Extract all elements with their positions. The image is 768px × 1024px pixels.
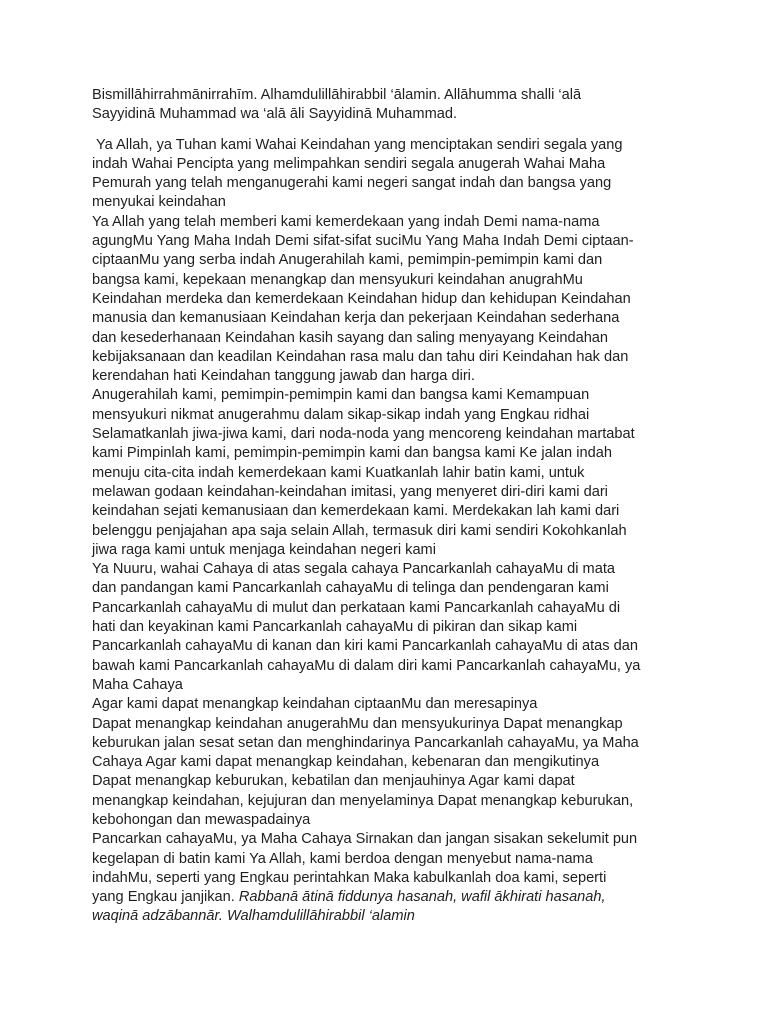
text-line: Sayyidinā Muhammad wa ‘alā āli Sayyidinā Muhammad. [92,106,458,123]
text-line: bawah kami Pancarkanlah cahayaMu di dalam diri kami Pancarkanlah cahayaMu, ya [92,657,641,674]
text-line: Pancarkanlah cahayaMu di mulut dan perkataan kami Pancarkanlah cahayaMu di [92,599,621,616]
closing-plain-text: yang Engkau janjikan. [92,889,235,906]
text-line: bangsa kami, kepekaan menangkap dan mensyukuri keindahan anugrahMu [92,271,583,288]
prayer-text [92,136,682,927]
text-line: menangkap keindahan, kejujuran dan menyelaminya Dapat menangkap keburukan, [92,792,634,809]
text-line: Maha Cahaya [92,676,183,693]
text-line: Cahaya Agar kami dapat menangkap keindahan, kebenaran dan mengikutinya [92,754,600,771]
text-line: Ya Nuuru, wahai Cahaya di atas segala cahaya Pancarkanlah cahayaMu di mata [92,561,615,578]
text-line: menuju cita-cita indah kemerdekaan kami Kuatkanlah lahir batin kami, untuk [92,464,585,481]
text-line: kami Pimpinlah kami, pemimpin-pemimpin kami dan bangsa kami Ke jalan indah [92,445,612,462]
text-line: kerendahan hati Keindahan tanggung jawab dan harga diri. [92,368,475,385]
text-line: indah Wahai Pencipta yang melimpahkan sendiri segala anugerah Wahai Maha [92,155,606,172]
text-line: kegelapan di batin kami Ya Allah, kami berdoa dengan menyebut nama-nama [92,850,593,867]
text-line: dan pandangan kami Pancarkanlah cahayaMu di telinga dan pendengaran kami [92,580,609,597]
text-line: Keindahan merdeka dan kemerdekaan Keindahan hidup dan kehidupan Keindahan [92,290,631,307]
text-line: manusia dan kemanusiaan Keindahan kerja dan pekerjaan Keindahan sederhana [92,310,620,327]
text-line: Dapat menangkap keburukan, kebatilan dan menjauhinya Agar kami dapat [92,773,575,790]
text-line: keburukan jalan sesat setan dan menghindarinya Pancarkanlah cahayaMu, ya Maha [92,734,639,751]
text-line: Ya Allah yang telah memberi kami kemerdekaan yang indah Demi nama-nama [92,213,600,230]
text-line: hati dan keyakinan kami Pancarkanlah cahayaMu di pikiran dan sikap kami [92,619,578,636]
text-line: dan kesederhanaan Keindahan kasih sayang dan saling menyayang Keindahan [92,329,609,346]
text-line: keindahan sejati kemanusiaan dan kemerdekaan kami. Merdekakan lah kami dari [92,503,620,520]
text-line: kebijaksanaan dan keadilan Keindahan rasa malu dan tahu diri Keindahan hak dan [92,348,629,365]
text-line: Dapat menangkap keindahan anugerahMu dan mensyukurinya Dapat menangkap [92,715,623,732]
text-line: Pancarkan cahayaMu, ya Maha Cahaya Sirnakan dan jangan sisakan sekelumit pun [92,831,638,848]
text-line: indahMu, seperti yang Engkau perintahkan Maka kabulkanlah doa kami, seperti [92,869,607,886]
opening-invocation [92,86,682,125]
text-line: mensyukuri nikmat anugerahmu dalam sikap-sikap indah yang Engkau ridhai [92,406,590,423]
text-line: ciptaanMu yang serba indah Anugerahilah kami, pemimpin-pemimpin kami dan [92,252,603,269]
text-line: melawan godaan keindahan-keindahan imitasi, yang menyeret diri-diri kami dari [92,483,608,500]
text-line: Selamatkanlah jiwa-jiwa kami, dari noda-noda yang mencoreng keindahan martabat [92,426,635,443]
closing-doa-italic-line: waqinā adzābannār. Walhamdulillāhirabbil ‘alamin [92,908,415,925]
text-line: Pancarkanlah cahayaMu di kanan dan kiri kami Pancarkanlah cahayaMu di atas dan [92,638,638,655]
text-line: agungMu Yang Maha Indah Demi sifat-sifat suciMu Yang Maha Indah Demi ciptaan- [92,233,634,250]
text-line: kebohongan dan mewaspadainya [92,811,311,828]
text-line: Pemurah yang telah menganugerahi kami negeri sangat indah dan bangsa yang [92,175,612,192]
text-line: menyukai keindahan [92,194,226,211]
document-body [92,86,682,927]
closing-line [92,888,682,907]
text-line: Agar kami dapat menangkap keindahan ciptaanMu dan meresapinya [92,696,538,713]
text-line: jiwa raga kami untuk menjaga keindahan negeri kami [92,541,436,558]
text-line: Bismillāhirrahmānirrahīm. Alhamdulillāhirabbil ‘ālamin. Allāhumma shalli ‘alā [92,87,582,103]
closing-doa-italic: Rabbanā ātinā fiddunya hasanah, wafil ākhirati hasanah, [238,889,606,906]
text-line: belenggu penjajahan apa saja selain Allah, termasuk diri kami sendiri Kokohkanlah [92,522,627,539]
text-line: Anugerahilah kami, pemimpin-pemimpin kami dan bangsa kami Kemampuan [92,387,590,404]
text-line: Ya Allah, ya Tuhan kami Wahai Keindahan yang menciptakan sendiri segala yang [96,136,623,153]
